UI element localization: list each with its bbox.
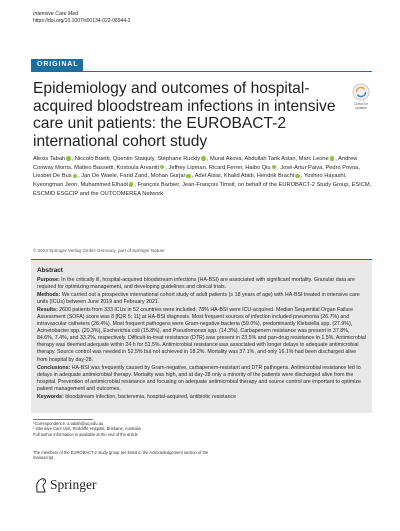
abstract-section-label: Methods: xyxy=(37,292,61,299)
abstract-section xyxy=(37,277,366,291)
author-name: Mohan Gurjar xyxy=(150,173,186,180)
author-name: Andrew Conway Morris xyxy=(33,156,358,171)
author-name: Quentin Staiquly xyxy=(112,156,155,162)
abstract-section-label: Purpose: xyxy=(37,277,60,283)
author-name: Stéphane Ruckly xyxy=(157,156,201,162)
abstract-box xyxy=(31,259,372,413)
author-name: Haibo Qiu xyxy=(245,164,271,171)
article-type-badge: ORIGINAL xyxy=(31,59,83,71)
check-for-updates-label: Check for updates xyxy=(354,102,368,110)
orcid-icon[interactable] xyxy=(295,174,300,179)
copyright-notice: © 2023 Springer-Verlag GmbH Germany, part of Springer Nature xyxy=(33,248,165,253)
author-name: Liesbet De Bus xyxy=(33,173,72,180)
abstract-section-label: Keywords: xyxy=(37,393,64,400)
springer-horse-icon xyxy=(34,477,48,493)
footnote-affiliation: ¹ Intensive Care Unit, Redcliffe Hospital, Brisbane, Australia xyxy=(33,426,141,432)
author-name: François Barbier xyxy=(137,182,179,189)
orcid-icon[interactable] xyxy=(201,156,206,161)
author-name: Kyeongman Jeon xyxy=(33,182,78,189)
abstract-section xyxy=(37,307,366,363)
abstract-section-text: We carried out a prospective international cohort study of adult patients (≥ 18 years of age) with HA-BSI treated in intensive care units (ICUs) between June 2019 and February 2021. xyxy=(37,292,360,306)
orcid-icon[interactable] xyxy=(330,156,335,161)
author-name: Kostoula Arvaniti xyxy=(116,164,159,171)
author-name: Jan De Waele xyxy=(81,173,117,180)
abstract-section-label: Results: xyxy=(37,307,58,314)
footnote-divider xyxy=(33,419,93,420)
author-name: Ricard Ferrer xyxy=(208,164,243,171)
abstract-section-label: Conclusions: xyxy=(37,364,71,371)
orcid-icon[interactable] xyxy=(66,156,71,161)
header-divider xyxy=(31,71,372,72)
author-list: Alexis Tabah , Niccolò Buetti, Quentin Staiquly, Stéphane Ruckly , Murat Akova, Abdullah Tarik Aslan, Marc Leone , Andrew Conway Morris, Matteo Bassetti, Kostoula Arvaniti , Jeffrey Lipman, Ricard Ferrer, Haibo Qiu , José-Artur Paiva, Pedro Povoa, Liesbet De Bus , Jan De Waele, Farid Zand, Mohan Gurjar , Adel Alsisi, Khalid Abidi, Hendrik Bracht , Yoshiro Hayashi, Kyeongman Jeon, Muhammed Elhadi , François Barbier, Jean-François Timsit, on behalf of the EUROBACT-2 Study Group, ESICM, ESCMID ESGCIP and the OUTCOMEREA Network xyxy=(33,156,372,197)
abstract-heading: Abstract xyxy=(37,267,63,274)
author-name: Abdullah Tarik Aslan xyxy=(244,156,296,162)
author-name: Marc Leone xyxy=(298,156,329,162)
doi-link[interactable]: https://doi.org/10.1007/s00134-022-06944-2 xyxy=(33,18,131,24)
journal-name: Intensive Care Med xyxy=(33,11,78,17)
abstract-section xyxy=(37,394,366,401)
author-name: Khalid Abidi xyxy=(223,173,254,180)
author-name: Jean-François Timsit xyxy=(182,182,235,189)
footnote-correspondence[interactable]: *Correspondence: a.tabah@uq.edu.au xyxy=(33,421,104,426)
author-name: Pedro Povoa xyxy=(325,164,359,171)
abstract-section-text: HA-BSI was frequently caused by Gram-negative, carbapenem-resistant and DTR pathogens. Antimicrobial resistance led to delays in adequate antimicrobial therapy. Mortality was high, and at day-28 only a minority of the patients were discharged alive from the hospital. Prevention of antimicrobial resistance and focusing on adequate antimicrobial therapy and source control are important to optimize patient management and outcomes. xyxy=(37,364,361,392)
abstract-section-text: 2600 patients from 333 ICUs in 52 countries were included. 78% HA-BSI were ICU-acquired. Median Sequential Organ Failure Assessment (SOFA) score was 8 [IQR 5; 11] at HA-BSI diagnosis. Most frequent sources of infection included pneumonia (26.7%) and intravascular catheters (26.4%). Most frequent pathogens were Gram-negative bacteria (59.0%), predominantly Klebsiella spp. (27.9%), Acinetobacter spp. (20.3%), Escherichia coli (15.8%), and Pseudomonas spp. (14.3%). Carbapenem resistance was present in 37.8%, 84.6%, 7.4%, and 33.2%, respectively. Difficult-to-treat resistance (DTR) was present in 23.5% and pan-drug resistance in 1.5%. Antimicrobial therapy was deemed adequate within 24 h for 51.5%. Antimicrobial resistance was associated with longer delays to adequate antimicrobial therapy. Source control was needed in 52.5% but not achieved in 18.2%. Mortality was 37.1%, and only 16.1% had been discharged alive from hospital by day-28. xyxy=(37,307,366,363)
orcid-icon[interactable] xyxy=(186,174,191,179)
author-name: Murat Akova xyxy=(209,156,242,162)
footnote-author-info: Full author information is available at the end of the article xyxy=(33,431,138,437)
author-name: Farid Zand xyxy=(119,173,148,180)
author-name: Niccolò Buetti xyxy=(74,156,110,162)
author-name: Alexis Tabah xyxy=(33,156,66,162)
orcid-icon[interactable] xyxy=(160,165,165,170)
author-name: Hendrik Bracht xyxy=(256,173,295,180)
author-name: Matteo Bassetti xyxy=(74,164,114,171)
author-name: Adel Alsisi xyxy=(194,173,221,180)
orcid-icon[interactable] xyxy=(73,174,78,179)
author-name: Yoshiro Hayashi xyxy=(303,173,345,180)
article-title: Epidemiology and outcomes of hospital-acquired bloodstream infections in intensive care unit patients: the EUROBACT-2 international cohort study xyxy=(33,80,336,150)
orcid-icon[interactable] xyxy=(129,182,134,187)
abstract-section-text: In the critically ill, hospital-acquired bloodstream infections (HA-BSI) are associated with significant mortality. Granular data are required for optimizing management, and developing guidelines and clinical trials. xyxy=(37,277,355,291)
orcid-icon[interactable] xyxy=(272,165,277,170)
check-for-updates-icon[interactable] xyxy=(352,83,370,101)
abstract-section xyxy=(37,292,366,306)
footnotes xyxy=(33,421,233,437)
study-group-note: The members of the EUROBACT-2 study group are listed in the Acknowledgement section of the manuscript. xyxy=(33,450,209,461)
author-name: Jeffrey Lipman xyxy=(168,164,206,171)
publisher-logo-text: Springer xyxy=(50,477,97,492)
author-name: José-Artur Paiva xyxy=(280,164,323,171)
abstract-section-text: bloodstream infection, bacteremia, hospital-acquired, antibiotic resistance xyxy=(65,393,237,400)
abstract-section xyxy=(37,365,366,393)
author-list-tail: on behalf of the EUROBACT-2 Study Group, ESICM, ESCMID ESGCIP and the OUTCOMEREA Network xyxy=(33,182,372,197)
author-name: Muhammed Elhadi xyxy=(80,182,128,189)
